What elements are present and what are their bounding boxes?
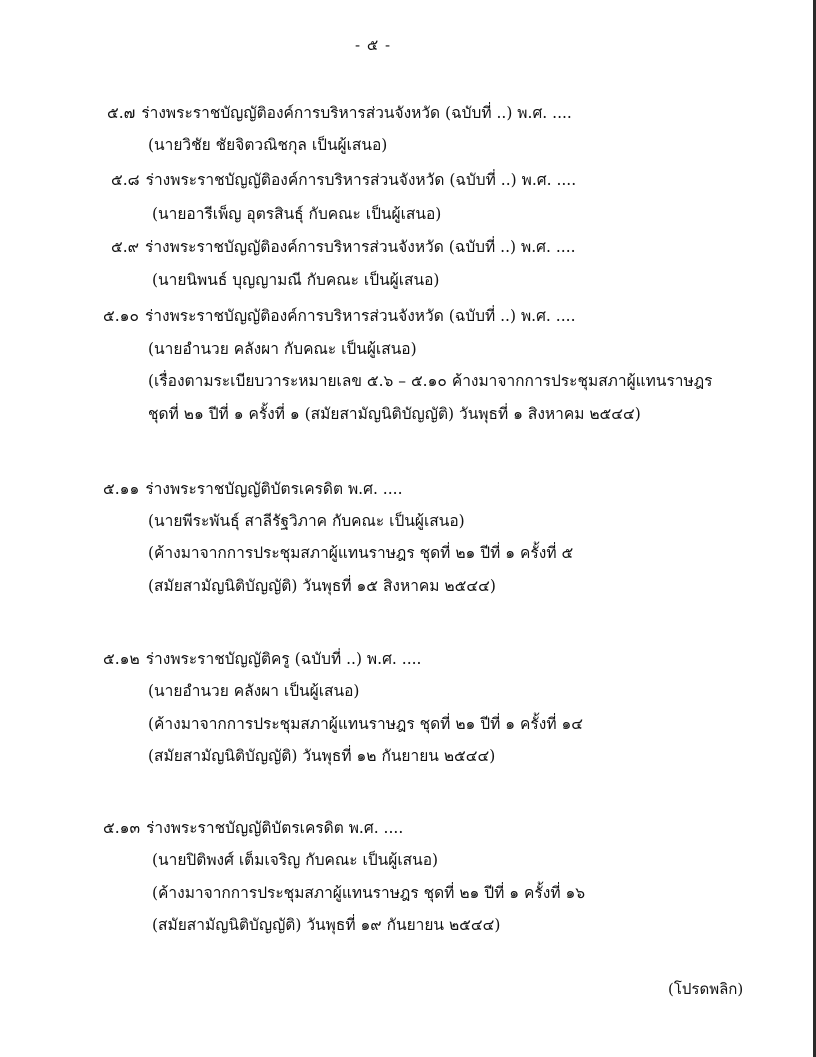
proposer-line: (นายพีระพันธุ์ สาลีรัฐวิภาค กับคณะ เป็นผู้เสนอ) [148, 512, 465, 530]
agenda-item [111, 237, 576, 257]
item-number: ๕.๙ [111, 238, 140, 256]
agenda-item [103, 479, 403, 499]
agenda-item [111, 170, 576, 190]
proposer-line: (นายปิติพงศ์ เต็มเจริญ กับคณะ เป็นผู้เสนอ) [152, 851, 439, 869]
agenda-item [103, 818, 403, 838]
proposer-line: (นายอำนวย คลังผา เป็นผู้เสนอ) [148, 682, 360, 700]
item-number: ๕.๑๑ [103, 480, 140, 498]
proposer-line: (นายอารีเพ็ญ อุตรสินธุ์ กับคณะ เป็นผู้เสนอ) [152, 205, 442, 223]
please-turn-over-note: (โปรดพลิก) [668, 980, 744, 998]
note-line: (ค้างมาจากการประชุมสภาผู้แทนราษฎร ชุดที่ ๒๑ ปีที่ ๑ ครั้งที่ ๑๔ [148, 715, 584, 733]
note-line: (ค้างมาจากการประชุมสภาผู้แทนราษฎร ชุดที่ ๒๑ ปีที่ ๑ ครั้งที่ ๑๖ [152, 884, 586, 902]
note-line: (สมัยสามัญนิติบัญญัติ) วันพุธที่ ๑๙ กันยายน ๒๕๔๔) [152, 916, 501, 934]
proposer-line: (นายวิชัย ชัยจิตวณิชกุล เป็นผู้เสนอ) [148, 136, 388, 154]
item-number: ๕.๘ [111, 171, 140, 189]
note-line: (สมัยสามัญนิติบัญญัติ) วันพุธที่ ๑๒ กันยายน ๒๕๔๔) [148, 747, 496, 765]
item-number: ๕.๗ [107, 104, 136, 122]
item-title: ร่างพระราชบัญญัติองค์การบริหารส่วนจังหวัด (ฉบับที่ ..) พ.ศ. .... [144, 307, 576, 325]
item-title: ร่างพระราชบัญญัติองค์การบริหารส่วนจังหวัด (ฉบับที่ ..) พ.ศ. .... [145, 171, 577, 189]
item-title: ร่างพระราชบัญญัติบัตรเครดิต พ.ศ. .... [146, 819, 404, 837]
note-line: (เรื่องตามระเบียบวาระหมายเลข ๕.๖ – ๕.๑๐ ค้างมาจากการประชุมสภาผู้แทนราษฎร [148, 372, 713, 390]
item-title: ร่างพระราชบัญญัติบัตรเครดิต พ.ศ. .... [145, 480, 403, 498]
agenda-item [103, 649, 421, 669]
note-line: (สมัยสามัญนิติบัญญัติ) วันพุธที่ ๑๕ สิงหาคม ๒๕๔๔) [148, 577, 496, 595]
item-title: ร่างพระราชบัญญัติองค์การบริหารส่วนจังหวัด (ฉบับที่ ..) พ.ศ. .... [145, 238, 576, 256]
proposer-line: (นายนิพนธ์ บุญญามณี กับคณะ เป็นผู้เสนอ) [152, 271, 440, 289]
proposer-line: (นายอำนวย คลังผา กับคณะ เป็นผู้เสนอ) [148, 340, 417, 358]
item-title: ร่างพระราชบัญญัติครู (ฉบับที่ ..) พ.ศ. .... [145, 650, 422, 668]
item-number: ๕.๑๒ [103, 650, 140, 668]
note-line: (ค้างมาจากการประชุมสภาผู้แทนราษฎร ชุดที่ ๒๑ ปีที่ ๑ ครั้งที่ ๕ [148, 544, 574, 562]
item-number: ๕.๑๐ [103, 307, 139, 325]
page-number: - ๕ - [354, 36, 392, 54]
agenda-item [107, 103, 572, 123]
note-line: ชุดที่ ๒๑ ปีที่ ๑ ครั้งที่ ๑ (สมัยสามัญนิติบัญญัติ) วันพุธที่ ๑ สิงหาคม ๒๕๔๔) [148, 405, 641, 423]
item-title: ร่างพระราชบัญญัติองค์การบริหารส่วนจังหวัด (ฉบับที่ ..) พ.ศ. .... [141, 104, 572, 122]
item-number: ๕.๑๓ [103, 819, 141, 837]
agenda-item [103, 306, 576, 326]
